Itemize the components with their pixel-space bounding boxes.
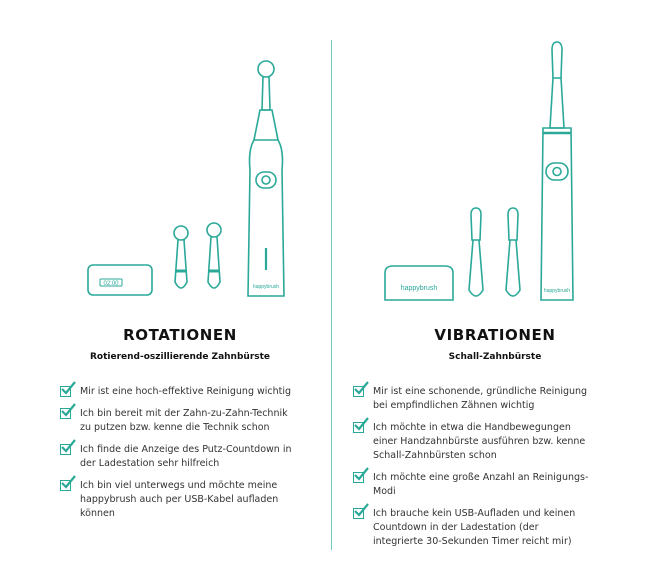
charging-station-icon bbox=[88, 265, 152, 295]
handle-brand-label: happybrush bbox=[252, 284, 280, 290]
sonic-brush-head-icon bbox=[469, 208, 483, 296]
checkmark-icon bbox=[351, 502, 371, 520]
checklist-item-text: Mir ist eine schonende, gründliche Reinigung bei empfindlichen Zähnen wichtig bbox=[373, 386, 588, 411]
vibration-products-illustration bbox=[345, 0, 645, 310]
checkmark-icon bbox=[58, 380, 78, 398]
checkmark-icon bbox=[58, 402, 78, 420]
checklist-item-text: Ich brauche kein USB-Aufladen und keinen Countdown in der Ladestation (der integrierte 30-Sekunden Timer reicht mir) bbox=[373, 508, 576, 547]
checkmark-icon bbox=[58, 474, 78, 492]
sonic-toothbrush-icon bbox=[541, 42, 573, 300]
column-divider bbox=[331, 40, 332, 550]
vibration-heading: VIBRATIONEN bbox=[434, 326, 556, 344]
vibration-subheading: Schall-Zahnbürste bbox=[448, 352, 542, 362]
station-display-readout: 02:00 bbox=[103, 281, 119, 287]
rotation-brush-head-icon bbox=[174, 226, 188, 288]
checkmark-icon bbox=[351, 380, 371, 398]
list-item bbox=[351, 385, 641, 413]
charging-station-icon bbox=[385, 266, 453, 300]
list-item bbox=[351, 421, 641, 463]
checklist-item-text: Ich möchte eine große Anzahl an Reinigungs- Modi bbox=[373, 472, 589, 497]
list-item bbox=[58, 443, 328, 471]
rotation-brush-head-icon bbox=[207, 223, 221, 288]
rotation-products-illustration bbox=[30, 0, 330, 310]
checklist-item-text: Ich bin viel unterwegs und möchte meine happybrush auch per USB-Kabel aufladen können bbox=[80, 480, 279, 519]
list-item bbox=[58, 385, 328, 399]
rotation-heading: ROTATIONEN bbox=[123, 326, 237, 344]
checklist-item-text: Ich bin bereit mit der Zahn-zu-Zahn-Technik zu putzen bzw. kenne die Technik schon bbox=[80, 408, 288, 433]
checkmark-icon bbox=[351, 466, 371, 484]
list-item bbox=[58, 479, 328, 521]
checklist-item-text: Mir ist eine hoch-effektive Reinigung wichtig bbox=[80, 386, 292, 397]
vibration-checklist bbox=[351, 385, 641, 557]
checkmark-icon bbox=[58, 438, 78, 456]
list-item bbox=[351, 471, 641, 499]
rotation-checklist bbox=[58, 385, 328, 529]
list-item bbox=[351, 507, 641, 549]
station-brand-label: happybrush bbox=[400, 285, 438, 292]
list-item bbox=[58, 407, 328, 435]
rotation-toothbrush-icon bbox=[248, 61, 284, 296]
rotation-subheading: Rotierend-oszillierende Zahnbürste bbox=[89, 352, 271, 362]
handle-brand-label: happybrush bbox=[543, 288, 571, 294]
checkmark-icon bbox=[351, 416, 371, 434]
sonic-brush-head-icon bbox=[506, 208, 520, 296]
checklist-item-text: Ich finde die Anzeige des Putz-Countdown in der Ladestation sehr hilfreich bbox=[80, 444, 292, 469]
checklist-item-text: Ich möchte in etwa die Handbewegungen einer Handzahnbürste ausführen bzw. kenne Schall-Zahnbürsten schon bbox=[373, 422, 586, 461]
